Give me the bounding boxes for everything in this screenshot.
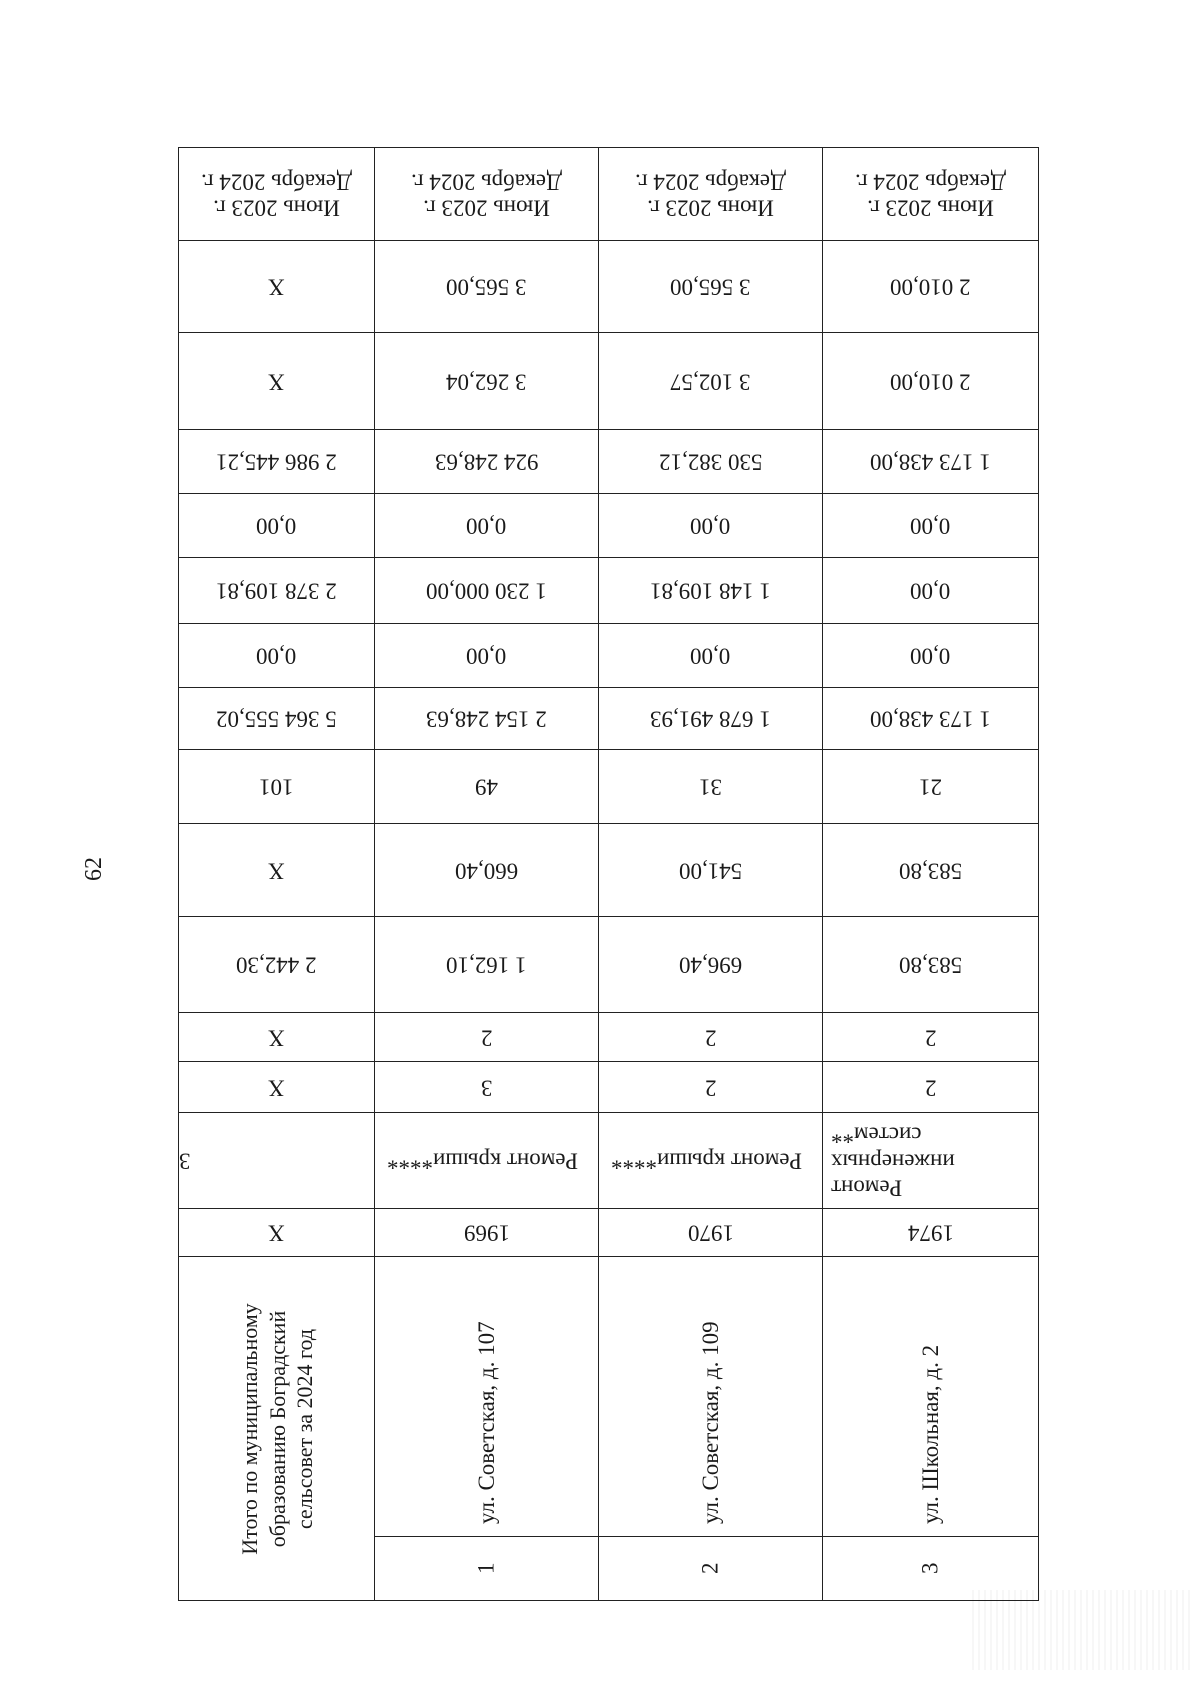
cell-period-2 <box>599 148 823 241</box>
cell-col-k-3 <box>823 917 1039 1013</box>
cell-value: 1 173 438,00 <box>870 706 991 732</box>
cell-col-f-2 <box>599 558 823 624</box>
table-row-col-j <box>179 824 1039 917</box>
cell-value: 2 986 445,21 <box>216 449 337 475</box>
table-row-col-h <box>179 688 1039 750</box>
cell-col-e-1 <box>375 494 599 558</box>
cell-value: 3 102,57 <box>670 369 751 395</box>
cell-value: 49 <box>475 774 498 800</box>
cell-value: X <box>268 1220 285 1246</box>
cell-num-1 <box>375 1537 599 1601</box>
cell-work-2 <box>599 1113 823 1209</box>
cell-value: Ремонт крыши**** <box>610 1148 802 1174</box>
cell-value: 0,00 <box>690 643 731 669</box>
cell-value: 1970 <box>687 1220 734 1246</box>
cell-col-g-2 <box>599 624 823 688</box>
cell-year-0 <box>179 1209 375 1257</box>
cell-value: 2 <box>704 1075 717 1101</box>
table-row-year <box>179 1209 1039 1257</box>
cell-col-e-3 <box>823 494 1039 558</box>
cell-value: 1974 <box>907 1220 954 1246</box>
cell-value: X <box>268 1025 285 1051</box>
cell-value: 696,40 <box>678 952 743 978</box>
table-row-col-m <box>179 1062 1039 1113</box>
cell-col-i-0 <box>179 750 375 824</box>
cell-col-h-3 <box>823 688 1039 750</box>
cell-col-c-3 <box>823 333 1039 430</box>
cell-col-d-2 <box>599 430 823 494</box>
cell-col-f-1 <box>375 558 599 624</box>
cell-col-d-3 <box>823 430 1039 494</box>
address-text: ул. Школьная, д. 2 <box>917 1344 943 1524</box>
table-row-col-i <box>179 750 1039 824</box>
cell-value: 0,00 <box>466 643 507 669</box>
cell-col-j-1 <box>375 824 599 917</box>
table-row-col-g <box>179 624 1039 688</box>
cell-value: X <box>268 274 285 300</box>
cell-value: 541,00 <box>678 858 743 884</box>
cell-year-1 <box>375 1209 599 1257</box>
cell-value: 3 262,04 <box>446 369 527 395</box>
cell-value: 31 <box>699 774 722 800</box>
cell-value: 0,00 <box>690 513 731 539</box>
cell-value: 2 010,00 <box>890 369 971 395</box>
cell-col-m-1 <box>375 1062 599 1113</box>
address-text: ул. Советская, д. 107 <box>473 1321 499 1524</box>
row-number: 3 <box>917 1562 943 1575</box>
table-row-period <box>179 148 1039 241</box>
cell-value: 660,40 <box>454 858 519 884</box>
period-line: Декабрь 2024 г. <box>201 169 352 194</box>
cell-col-h-1 <box>375 688 599 750</box>
page-number: 62 <box>81 857 107 881</box>
cell-value: 1 148 109,81 <box>650 578 771 604</box>
cell-value: 2 <box>704 1025 717 1051</box>
cell-col-h-0 <box>179 688 375 750</box>
period-line: Июнь 2023 г. <box>867 195 994 221</box>
cell-value: 2 154 248,63 <box>426 706 547 732</box>
cell-col-e-2 <box>599 494 823 558</box>
cell-col-j-2 <box>599 824 823 917</box>
cell-col-g-0 <box>179 624 375 688</box>
cell-value: 3 <box>179 1148 191 1174</box>
cell-value: Ремонт крыши**** <box>386 1148 578 1174</box>
cell-value: 2 378 109,81 <box>216 578 337 604</box>
cell-col-m-3 <box>823 1062 1039 1113</box>
cell-value: 101 <box>259 774 294 800</box>
cell-col-l-3 <box>823 1013 1039 1062</box>
period-line: Июнь 2023 г. <box>213 195 340 221</box>
cell-value: 3 565,00 <box>446 274 527 300</box>
table-row-col-c <box>179 333 1039 430</box>
cell-num-2 <box>599 1537 823 1601</box>
cell-col-h-2 <box>599 688 823 750</box>
cell-value: 2 010,00 <box>890 274 971 300</box>
cell-col-i-3 <box>823 750 1039 824</box>
cell-col-e-0 <box>179 494 375 558</box>
cell-col-f-0 <box>179 558 375 624</box>
table-row-col-e <box>179 494 1039 558</box>
cell-col-l-2 <box>599 1013 823 1062</box>
cell-col-b-0 <box>179 241 375 333</box>
cell-col-l-0 <box>179 1013 375 1062</box>
table-row-work <box>179 1113 1039 1209</box>
cell-col-j-3 <box>823 824 1039 917</box>
cell-value: 5 364 555,02 <box>216 706 337 732</box>
cell-value: 0,00 <box>466 513 507 539</box>
table-row-col-k <box>179 917 1039 1013</box>
cell-value: 1 230 000,00 <box>426 578 547 604</box>
cell-value: 2 <box>924 1025 937 1051</box>
cell-value: 21 <box>919 774 942 800</box>
cell-value: 924 248,63 <box>434 449 539 475</box>
cell-col-d-1 <box>375 430 599 494</box>
cell-year-3 <box>823 1209 1039 1257</box>
row-number: 2 <box>697 1562 723 1575</box>
cell-col-g-3 <box>823 624 1039 688</box>
period-line: Июнь 2023 г. <box>423 195 550 221</box>
table-row-col-d <box>179 430 1039 494</box>
cell-col-g-1 <box>375 624 599 688</box>
cell-value: 1 162,10 <box>446 952 527 978</box>
cell-col-l-1 <box>375 1013 599 1062</box>
period-line: Декабрь 2024 г. <box>411 169 562 194</box>
cell-value: 2 <box>480 1025 493 1051</box>
cell-value: 0,00 <box>256 513 297 539</box>
cell-year-2 <box>599 1209 823 1257</box>
cell-col-k-0 <box>179 917 375 1013</box>
period-line: Декабрь 2024 г. <box>635 169 786 194</box>
cell-col-c-2 <box>599 333 823 430</box>
address-text: ул. Советская, д. 109 <box>697 1321 723 1524</box>
cell-value: 1969 <box>463 1220 510 1246</box>
table-row-col-b <box>179 241 1039 333</box>
cell-col-i-1 <box>375 750 599 824</box>
cell-period-0 <box>179 148 375 241</box>
cell-period-3 <box>823 148 1039 241</box>
cell-value: 3 <box>480 1075 493 1101</box>
cell-value: 1 173 438,00 <box>870 449 991 475</box>
cell-value: 1 678 491,93 <box>650 706 771 732</box>
cell-value: 0,00 <box>910 578 951 604</box>
cell-value: 0,00 <box>256 643 297 669</box>
cell-col-c-1 <box>375 333 599 430</box>
table-row-col-f <box>179 558 1039 624</box>
cell-col-b-1 <box>375 241 599 333</box>
cell-value: X <box>268 369 285 395</box>
cell-col-b-3 <box>823 241 1039 333</box>
repair-program-table <box>178 147 1038 1600</box>
cell-address-2 <box>599 1257 823 1537</box>
cell-value: 583,80 <box>898 858 963 884</box>
cell-work-1 <box>375 1113 599 1209</box>
cell-col-d-0 <box>179 430 375 494</box>
table-row-address <box>179 1257 1039 1537</box>
row-number: 1 <box>473 1562 499 1575</box>
cell-col-f-3 <box>823 558 1039 624</box>
cell-value: 3 565,00 <box>670 274 751 300</box>
period-line: Июнь 2023 г. <box>647 195 774 221</box>
scan-artifact <box>972 1590 1192 1670</box>
cell-address-3 <box>823 1257 1039 1537</box>
cell-work-0 <box>179 1113 375 1209</box>
cell-col-c-0 <box>179 333 375 430</box>
cell-value: 583,80 <box>898 952 963 978</box>
cell-value: 2 442,30 <box>236 952 317 978</box>
period-line: Декабрь 2024 г. <box>855 169 1006 194</box>
cell-value: 2 <box>924 1075 937 1101</box>
cell-work-3 <box>823 1113 1039 1209</box>
cell-value: X <box>268 858 285 884</box>
cell-col-k-2 <box>599 917 823 1013</box>
cell-period-1 <box>375 148 599 241</box>
cell-address-0 <box>179 1257 375 1601</box>
cell-address-1 <box>375 1257 599 1537</box>
cell-col-m-0 <box>179 1062 375 1113</box>
cell-value: 0,00 <box>910 643 951 669</box>
cell-value: 530 382,12 <box>658 449 763 475</box>
cell-col-i-2 <box>599 750 823 824</box>
cell-col-k-1 <box>375 917 599 1013</box>
cell-value: 0,00 <box>910 513 951 539</box>
table-row-col-l <box>179 1013 1039 1062</box>
cell-col-b-2 <box>599 241 823 333</box>
cell-value: X <box>268 1075 285 1101</box>
cell-col-m-2 <box>599 1062 823 1113</box>
cell-value: Ремонт инженерных систем** <box>830 1122 955 1201</box>
total-label: Итого по муниципальному образованию Боградский сельсовет за 2024 год <box>236 1302 317 1555</box>
cell-col-j-0 <box>179 824 375 917</box>
